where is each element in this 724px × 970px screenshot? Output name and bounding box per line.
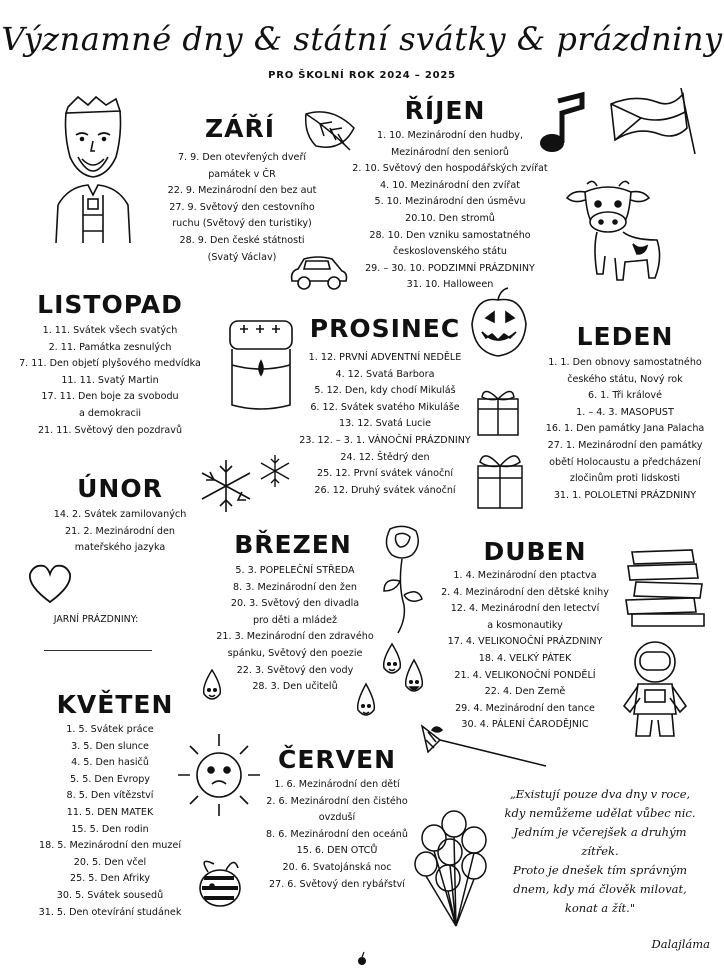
list-item: 21. 4. VELIKONOČNÍ PONDĚLÍ xyxy=(454,669,596,681)
list-item: a demokracii xyxy=(78,407,142,419)
list-item: 5. 5. Den Evropy xyxy=(70,773,150,785)
list-item: Mezinárodní den seniorů xyxy=(391,146,509,158)
quote-line: zítřek. xyxy=(581,844,619,858)
snowflake-icon xyxy=(198,458,254,514)
pumpkin-icon xyxy=(468,288,530,360)
list-item: 18. 4. VELKÝ PÁTEK xyxy=(478,652,572,664)
list-item: 27. 1. Mezinárodní den památky xyxy=(547,439,703,451)
list-item: 25. 12. První svátek vánoční xyxy=(317,468,453,480)
list-item: 5. 10. Mezinárodní den úsměvu xyxy=(374,196,526,208)
water-drop-icon xyxy=(380,642,404,678)
list-item: československého státu xyxy=(392,246,508,258)
water-drop-icon xyxy=(200,668,224,706)
month-list-unor xyxy=(20,507,220,557)
list-item: 1. – 4. 3. MASOPUST xyxy=(576,406,674,418)
list-item: 1. 5. Svátek práce xyxy=(66,724,154,735)
astronaut-icon xyxy=(620,640,690,740)
month-heading-prosinec: PROSINEC xyxy=(309,314,461,343)
list-item: 11. 11. Svatý Martin xyxy=(61,374,159,386)
list-item: 31. 5. Den otevírání studánek xyxy=(38,906,182,918)
page-subtitle: PRO ŠKOLNÍ ROK 2024 – 2025 xyxy=(268,70,456,81)
month-heading-rijen: ŘÍJEN xyxy=(404,96,486,125)
sun-icon xyxy=(176,732,262,818)
list-item: 6. 1. Tři králové xyxy=(587,390,662,402)
month-heading-listopad: LISTOPAD xyxy=(37,290,183,319)
car-icon xyxy=(286,255,352,293)
month-list-zari xyxy=(142,150,342,266)
month-list-leden xyxy=(527,355,723,504)
list-item: 7. 11. Den objetí plyšového medvídka xyxy=(19,358,201,370)
list-item: 15. 6. DEN OTCŮ xyxy=(296,845,378,857)
list-item: 28. 10. Den vzniku samostatného xyxy=(369,229,531,241)
list-item: 18. 5. Mezinárodní den muzeí xyxy=(39,840,181,852)
music-note-icon xyxy=(538,95,588,157)
list-item: 28. 9. Den české státnosti xyxy=(179,234,305,246)
list-item: 20.10. Den stromů xyxy=(405,212,495,224)
list-item: 5. 3. POPELEČNÍ STŘEDA xyxy=(235,565,355,576)
leaf-icon xyxy=(302,106,358,156)
list-item: 2. 11. Památka zesnulých xyxy=(48,341,172,353)
list-item: 2. 4. Mezinárodní den dětské knihy xyxy=(441,586,609,598)
list-item: 2. 6. Mezinárodní den čistého xyxy=(266,795,408,807)
list-item: (Svatý Václav) xyxy=(207,251,277,263)
list-item: 1. 6. Mezinárodní den dětí xyxy=(274,779,400,790)
list-item: 22. 4. Den Země xyxy=(484,686,566,698)
quote-line: Jedním je včerejšek a druhým xyxy=(513,825,687,839)
list-item: 1. 4. Mezinárodní den ptactva xyxy=(453,570,597,581)
list-item: 15. 5. Den rodin xyxy=(71,823,149,835)
list-item: 16. 1. Den památky Jana Palacha xyxy=(545,423,705,435)
list-item: 4. 12. Svatá Barbora xyxy=(335,368,435,380)
list-item: mateřského jazyka xyxy=(74,542,166,554)
list-item: 31. 10. Halloween xyxy=(406,279,494,291)
quote-line: kdy nemůžeme udělat vůbec nic. xyxy=(504,806,696,820)
quote-line: dnem, kdy má člověk milovat, xyxy=(513,882,687,896)
month-heading-brezen: BŘEZEN xyxy=(234,530,352,559)
list-item: 11. 5. DEN MATEK xyxy=(66,806,154,818)
list-item: spánku, Světový den poezie xyxy=(227,647,363,659)
month-heading-kveten: KVĚTEN xyxy=(56,690,174,719)
list-item: 8. 5. Den vítězství xyxy=(66,790,154,802)
list-item: 29. – 30. 10. PODZIMNÍ PRÁZDNINY xyxy=(365,262,535,274)
list-item: 4. 10. Mezinárodní den zvířat xyxy=(380,179,520,191)
broom-icon xyxy=(418,716,552,772)
list-item: 31. 1. POLOLETNÍ PRÁZDNINY xyxy=(553,489,697,501)
blank-line xyxy=(44,650,152,651)
gift-icon xyxy=(474,383,522,437)
month-heading-unor: ÚNOR xyxy=(77,474,163,503)
list-item: 12. 4. Mezinárodní den letectví xyxy=(450,603,600,615)
list-item: 13. 12. Svatá Lucie xyxy=(338,418,432,430)
list-item: 27. 9. Světový den cestovního xyxy=(169,201,315,213)
saint-wenceslas-icon xyxy=(38,95,148,245)
list-item: 28. 3. Den učitelů xyxy=(252,681,338,693)
list-item: 1. 10. Mezinárodní den hudby, xyxy=(376,130,524,141)
spring-holiday-label: JARNÍ PRÁZDNINY: xyxy=(53,614,139,625)
list-item: 8. 3. Mezinárodní den žen xyxy=(233,581,357,593)
list-item: 20. 6. Svatojánská noc xyxy=(282,861,392,873)
list-item: 27. 6. Světový den rybářství xyxy=(269,878,405,890)
list-item: 14. 2. Svátek zamilovaných xyxy=(53,509,187,520)
list-item: 1. 1. Den obnovy samostatného xyxy=(548,357,702,368)
cherry-icon xyxy=(356,952,368,966)
month-heading-leden: LEDEN xyxy=(576,322,674,351)
list-item: 1. 12. PRVNÍ ADVENTNÍ NEDĚLE xyxy=(308,352,462,363)
list-item: českého státu, Nový rok xyxy=(567,373,683,385)
list-item: 21. 11. Světový den pozdravů xyxy=(37,424,183,436)
month-heading-cerven: ČERVEN xyxy=(277,745,397,774)
list-item: 7. 9. Den otevřených dveří xyxy=(177,152,307,163)
quote-author: Dalajláma xyxy=(651,937,710,951)
list-item: 1. 11. Svátek všech svatých xyxy=(42,325,178,336)
list-item: 25. 5. Den Afriky xyxy=(69,873,151,885)
month-list-duben xyxy=(420,568,630,734)
list-item: 6. 12. Svátek svatého Mikuláše xyxy=(310,401,460,413)
quote-line: konat a žít." xyxy=(564,901,636,915)
candle-icon xyxy=(226,317,296,413)
month-list-rijen xyxy=(340,128,560,294)
list-item: ovzduší xyxy=(318,812,356,824)
list-item: 22. 3. Světový den vody xyxy=(236,664,354,676)
list-item: a kosmonautiky xyxy=(487,619,563,631)
list-item: obětí Holocaustu a předcházení xyxy=(549,456,701,468)
quote-block xyxy=(495,785,705,918)
list-item: 22. 9. Mezinárodní den bez aut xyxy=(167,185,317,197)
list-item: 2. 10. Světový den hospodářských zvířat xyxy=(352,163,548,175)
rose-icon xyxy=(378,525,428,635)
list-item: 5. 12. Den, kdy chodí Mikuláš xyxy=(314,385,456,397)
list-item: 3. 5. Den slunce xyxy=(71,740,149,752)
water-drop-icon xyxy=(354,682,378,722)
heart-icon xyxy=(26,562,74,606)
list-item: 24. 12. Štědrý den xyxy=(340,451,430,463)
list-item: 26. 12. Druhý svátek vánoční xyxy=(314,484,456,496)
bee-icon xyxy=(190,856,244,912)
month-heading-duben: DUBEN xyxy=(483,537,587,566)
month-list-prosinec xyxy=(290,350,480,499)
list-item: 20. 3. Světový den divadla xyxy=(230,598,360,610)
list-item: ruchu (Světový den turistiky) xyxy=(172,218,312,230)
list-item: 4. 5. Den hasičů xyxy=(71,757,149,769)
gift-icon xyxy=(474,446,526,510)
quote-line: Proto je dnešek tím správným xyxy=(512,863,688,877)
list-item: památek v ČR xyxy=(208,168,276,180)
list-item: 17. 4. VELIKONOČNÍ PRÁZDNINY xyxy=(447,636,603,648)
water-drop-icon xyxy=(402,658,426,698)
list-item: 8. 6. Mezinárodní den oceánů xyxy=(266,828,408,840)
list-item: 29. 4. Mezinárodní den tance xyxy=(455,702,595,714)
list-item: 21. 2. Mezinárodní den xyxy=(65,525,175,537)
list-item: 23. 12. – 3. 1. VÁNOČNÍ PRÁZDNINY xyxy=(299,434,471,446)
balloons-icon xyxy=(410,810,500,930)
snowflake-icon xyxy=(258,454,292,488)
books-icon xyxy=(622,548,708,628)
month-list-listopad xyxy=(10,323,210,439)
month-heading-zari: ZÁŘÍ xyxy=(204,114,276,143)
list-item: zločinům proti lidskosti xyxy=(569,473,681,485)
list-item: 30. 5. Svátek sousedů xyxy=(56,889,164,901)
czech-flag-icon xyxy=(605,88,701,158)
list-item: 17. 11. Den boje za svobodu xyxy=(41,391,179,403)
list-item: pro děti a mládež xyxy=(252,614,338,626)
quote-line: „Existují pouze dva dny v roce, xyxy=(509,787,691,801)
list-item: 21. 3. Mezinárodní den zdravého xyxy=(216,631,374,643)
list-item: 30. 4. PÁLENÍ ČARODĚJNIC xyxy=(461,719,589,731)
page-title: Významné dny & státní svátky & prázdniny xyxy=(1,20,723,58)
cow-icon xyxy=(563,178,668,288)
list-item: 20. 5. Den včel xyxy=(73,856,147,868)
